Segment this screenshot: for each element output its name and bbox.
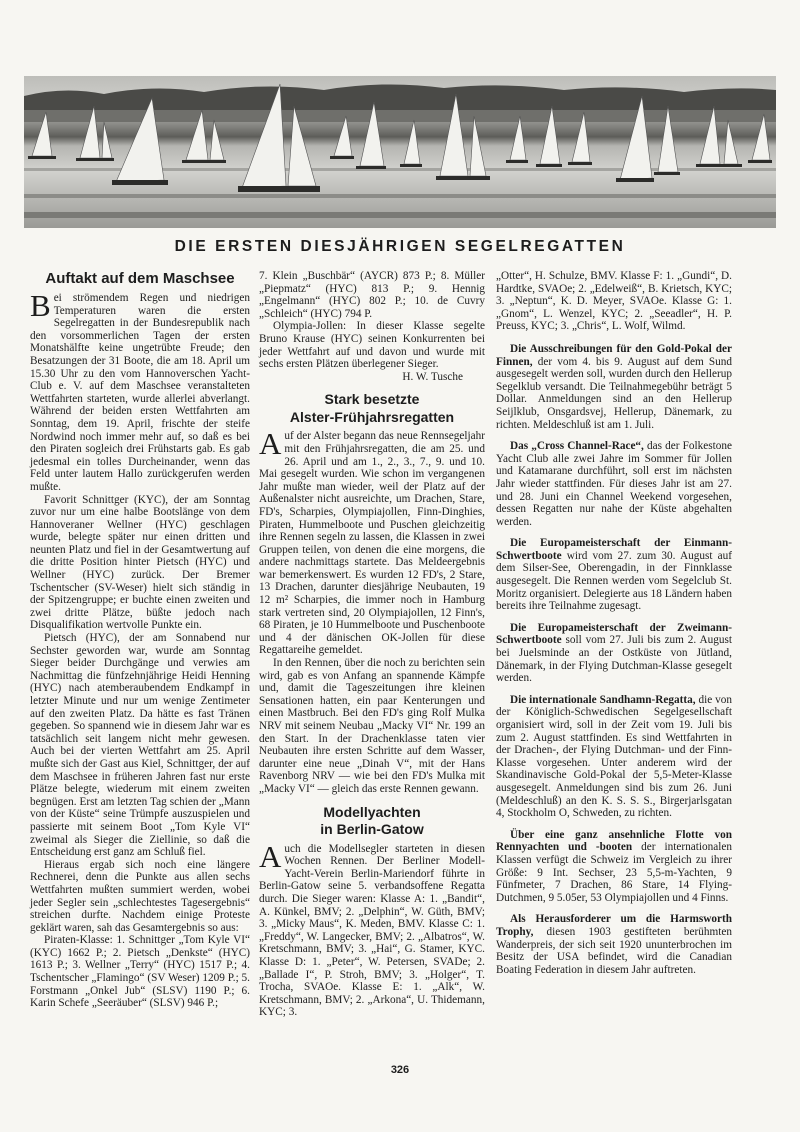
paragraph: Auf der Alster begann das neue Rennsegeljahr mit den Frühjahrsregatten, die am 25. und 26. April und am 1., 2., 3., 7., 9. und 10. Mai gesegelt wurden. Wie schon im vergangenen Jahr mußte man wieder, weil der Platz auf der Außenalster nicht ausreichte, um Drachen, Stare, FD's, Scharpies, Olympiajollen, Finn-Dinghies, Piraten, Hummelboote und Puschen gleichzeitig ihre Rennen segeln zu lassen, die Klassen in zwei Gruppen teilen, von denen die eine morgens, die andere nachmittags startete. Das Meldeergebnis war bemerkenswert. Es wurden 12 FD's, 2 Stare, 13 Drachen, darunter diesjährige Neubauten, 19 12 m² Scharpies, die immer noch in Hamburg stark vertreten sind, 20 Olympiajollen, 12 Finn's, 68 Piraten, je 10 Hummelboote und Puschenboote und 4 der dänischen OK-Jollen für diese Regattareihe gemeldet. <box>259 426 485 657</box>
author-signature: H. W. Tusche <box>402 370 463 383</box>
drop-cap: A <box>259 426 282 462</box>
column-2 <box>259 270 485 1019</box>
paragraph: Bei strömendem Regen und niedrigen Temperaturen waren die ersten Segelregatten in der Bundesrepublik nach den vorsommerlichen Tagen der ersten Monatshälfte keine ungetrübte Freude; den Besatzungen der 31 Boote, die am 18. April um 15.30 Uhr zu den vom Hannoverschen Yacht-Club e. V. auf dem Maschsee veranstalteten Wettfahrten starteten, wurde allerlei abverlangt. Während der beiden ersten Wettfahrten am Sonntag, dem 19. April, frischte der steife Nordwind noch immer mehr auf, so daß es bei den Piraten sogleich drei Frühstarts gab. Es gab jedesmal ein tolles Durcheinander, wenn das Feld unter lautem Hallo zurückgerufen werden mußte. <box>30 288 250 493</box>
column-3 <box>496 270 732 985</box>
paragraph: Pietsch (HYC), der am Sonnabend nur Sechster geworden war, wurde am Sonntag Sieger beider Durchgänge und verwies am Nachmittag die fünfzehnjährige Heidi Henning (HYC) nach atemberaubendem Endkampf in letzter Minute und nur um wenige Zentimeter auf den zweiten Platz. Da hätte es fast Tränen gegeben. So spannend wie in diesem Jahr war es tatsächlich seit langem nicht mehr gewesen. Auch bei der vierten Wettfahrt am 25. April mußte sich der Gast aus Kiel, Schnittger, der auf dem Maschsee in früheren Jahren fast nur erste Plätze belegte, wiederum mit einem zweiten begnügen. Erst am letzten Tag schien der „Mann von der Küste“ seine Trümpfe auszuspielen und passierte mit seinem Boot „Tom Kyle VI“ zweimal als Sieger die Ziellinie, so daß die Entscheidung erst ganz am Schluß fiel. <box>30 632 250 859</box>
news-item: Die Europameisterschaft der Zweimann-Schwertboote soll vom 27. Juli bis zum 2. August bei Juelsminde an der Ostküste von Jütland, Dänemark, in der Flying Dutchman-Klasse gesegelt werden. <box>496 621 732 685</box>
paragraph: Hieraus ergab sich noch eine längere Rechnerei, denn die Punkte aus allen sechs Wettfahrten mußten summiert werden, wobei jeder Segler sein „schlechtestes Tagesergebnis“ streichen durfte. Nachdem einige Proteste geklärt waren, sah das Gesamtergebnis so aus: <box>30 858 250 934</box>
column-1 <box>30 270 250 1010</box>
page-number: 326 <box>390 1064 410 1076</box>
drop-cap: B <box>30 288 51 323</box>
article-headline: DIE ERSTEN DIESJÄHRIGEN SEGELREGATTEN <box>174 238 626 255</box>
paragraph: Favorit Schnittger (KYC), der am Sonntag zuvor nur um eine halbe Bootslänge von dem Hannoveraner Wellner (HYC) geschlagen wurde, belegte später nur einen dritten und neunten Platz und fiel in der Gesamtwertung auf die dritte Position hinter Pietsch (HYC) und Wellner (HYC) zurück. Der Bremer Tschentscher (SV-Weser) hielt sich ständig in der Spitzengruppe; er buchte einen zweiten und zwei dritte Plätze, büßte jedoch nach Disqualifikation wertvolle Punkte ein. <box>30 493 250 632</box>
section-title-modellyachten: Modellyachten in Berlin-Gatow <box>320 803 424 838</box>
paragraph: In den Rennen, über die noch zu berichten sein wird, gab es von Anfang an spannende Kämpfe und, damit die Tageszeitungen ihre kleinen Sensationen hatten, ein paar Kenterungen und einen Mastbruch. Bei den FD's ging Rolf Mulka NRV mit seinem Neubau „Macky VI“ Nr. 199 an den Start. In der Drachenklasse taten vier Neubauten ihre ersten Schritte auf dem Wasser, darunter eine neue „Dinah V“, mit der Hans Ravenborg NRV — wie bei den FD's Mulka mit „Macky VI“ — gleich das erste Rennen gewann. <box>259 657 485 795</box>
news-item: Die Europameisterschaft der Einmann-Schwertboote wird vom 27. zum 30. August auf dem Silser-See, Oberengadin, in der Finnklasse ausgesegelt. Die Rennen werden vom Segelclub St. Moritz organisiert. Delegierte aus 18 Ländern haben bereits ihre Teilnahme zugesagt. <box>496 537 732 613</box>
paragraph: „Otter“, H. Schulze, BMV. Klasse F: 1. „Gundi“, D. Hardtke, SVAOe; 2. „Edelweiß“, B. Krietsch, KYC; 3. „Neptun“, K. D. Meyer, SVAOe. Klasse G: 1. „Gnom“, L. Wenzel, KYC; 2. „Seeadler“, H. P. Preuss, KYC; 3. „Chris“, L. Wolf, Wilmd. <box>496 270 732 333</box>
news-item: Das „Cross Channel-Race“, das der Folkestone Yacht Club alle zwei Jahre im Sommer für Jollen und Katamarane durchführt, soll erst im nächsten Jahr wieder stattfinden. Für dieses Jahr ist am 27. und 28. Juni ein Channel Weekend vorgesehen, dessen Regatten nur nahe der Küste abgehalten werden. <box>496 440 733 528</box>
section-title-maschsee: Auftakt auf dem Maschsee <box>45 270 235 287</box>
news-item: Die internationale Sandhamn-Regatta, die von der Königlich-Schwedischen Segelgesellschaft organisiert wird, soll in der Zeit vom 19. Juli bis zum 2. August stattfinden. Es sind Wettfahrten in der Drachen-, der Flying Dutchman- und der Finn-Klasse vorgesehen. Unter anderem wird der Skandinavische Gold-Pokal der 5,5-Meter-Klasse ausgesegelt. Anmeldungen sind bis zum 26. Juni (Meldeschluß) an den K. S. S. S., Birgerjarlsgatan 4, Stockholm O, Schweden, zu richten. <box>496 693 732 820</box>
regatta-header-photo <box>24 76 776 228</box>
paragraph: 7. Klein „Buschbär“ (AYCR) 873 P.; 8. Müller „Piepmatz“ (HYC) 813 P.; 9. Hennig „Engelmann“ (HYC) 802 P.; 10. de Cuvry „Schleich“ (HYC) 794 P. <box>259 270 485 320</box>
news-item: Als Herausforderer um die Harmsworth Trophy, diesen 1903 gestifteten berühmten Wanderpreis, der sich seit 1920 ununterbrochen im Besitz der USA befindet, wird die Canadian Boating Federation in diesem Jahr auftreten. <box>496 913 732 976</box>
drop-cap: A <box>259 838 282 874</box>
news-item: Über eine ganz ansehnliche Flotte von Rennyachten und -booten der internationalen Klassen verfügt die Schweiz im Vergleich zu ihrer Größe: 9 Int. Sechser, 23 5,5-m-Yachten, 9 Fünfmeter, 7 Drachen, 86 Stare, 14 Flying-Dutchmen, 9 5.05er, 53 Olympiajollen und 4 Finns. <box>496 828 732 904</box>
paragraph: Auch die Modellsegler starteten in diesen Wochen Rennen. Der Berliner Modell-Yacht-Verein Berlin-Mariendorf führte in Berlin-Gatow seine 5. verbandsoffene Regatta durch. Die Sieger waren: Klasse A: 1. „Bandit“, A. Künkel, BMV; 2. „Delphin“, W. Güth, BMV; 3. „Micky Maus“, K. Meden, BMV. Klasse C: 1. „Freddy“, W. Langecker, BMV; 2. „Albatros“, W. Kretschmann, BMV; 3. „Hai“, G. Stamer, KYC. Klasse D: 1. „Peter“, W. Petersen, SVADe; 2. „Ballade I“, P. Stroh, BMV; 3. „Holger“, T. Trocha, SVAOe. Klasse E: 1. „Alk“, W. Kretschmann, BMV; 2. „Arkona“, U. Thidemann, KYC; 3. <box>259 838 485 1019</box>
section-title-alster: Stark besetzte Alster-Frühjahrsregatten <box>289 391 455 425</box>
paragraph: Olympia-Jollen: In dieser Klasse segelte Bruno Krause (HYC) seinen Konkurrenten bei jeder Wettfahrt auf und davon und wurde mit sechs ersten Plätzen überlegener Sieger. <box>259 320 485 371</box>
paragraph: Piraten-Klasse: 1. Schnittger „Tom Kyle VI“ (KYC) 1662 P.; 2. Pietsch „Denkste“ (HYC) 1613 P.; 3. Wellner „Terry“ (HYC) 1517 P.; 4. Tschentscher „Flamingo“ (SV Weser) 1209 P.; 5. Forstmann „Onkel Jub“ (SLSV) 1190 P.; 6. Karin Schefe „Seeräuber“ (SLSV) 946 P.; <box>30 934 250 1010</box>
sailboats-illustration <box>24 76 776 228</box>
news-item: Die Ausschreibungen für den Gold-Pokal der Finnen, der vom 4. bis 9. August auf dem Sund ausgesegelt werden soll, wurden durch den Hellerup Segelklub versandt. Die Teilnahmegebühr beträgt 5 Dollar. Anmeldungen sind an den Hellerup Seijlklub, Onsgardsvej, Hellerup, Dänemark, zu richten. Meldeschluß ist am 1. Juli. <box>496 342 732 431</box>
